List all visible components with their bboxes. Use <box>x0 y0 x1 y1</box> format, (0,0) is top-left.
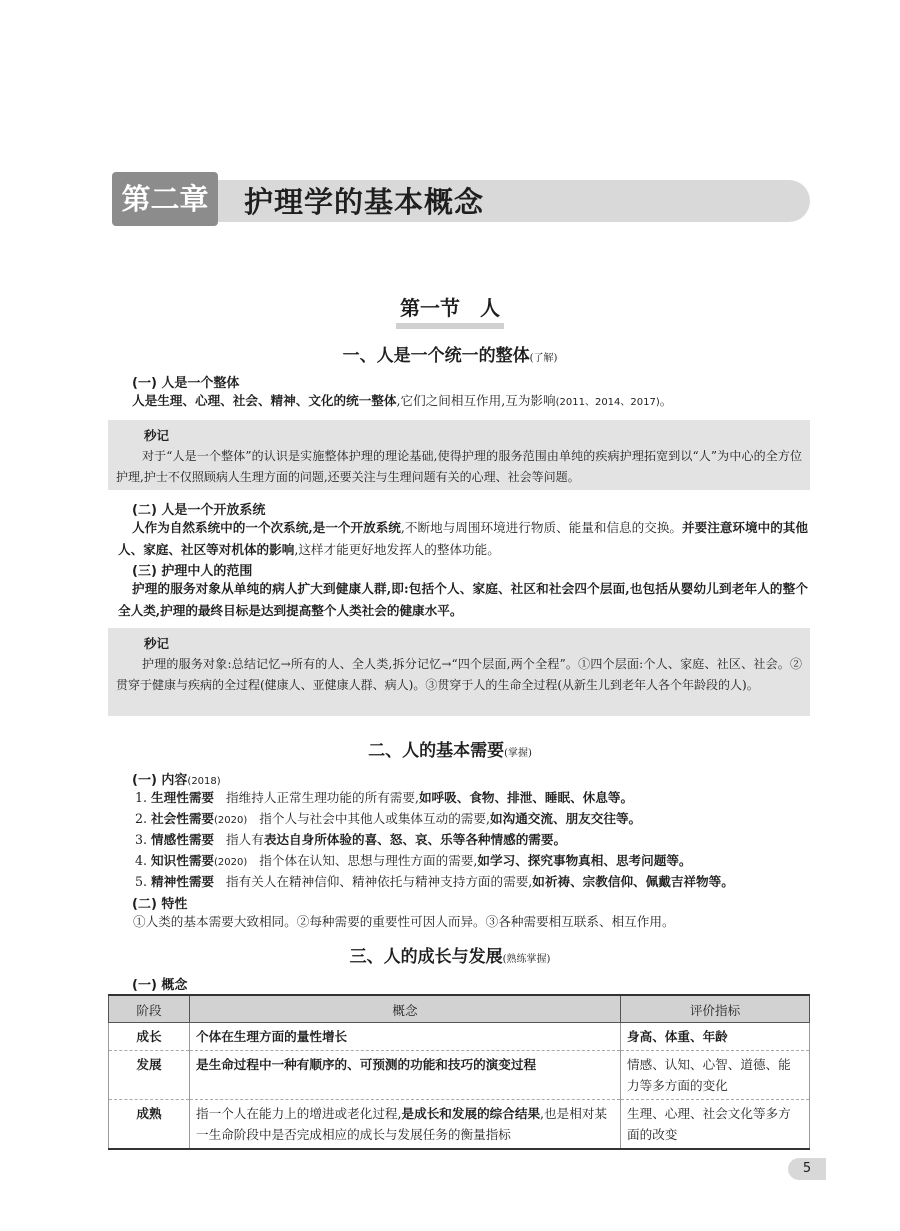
need-desc: 指人有 <box>226 832 264 847</box>
part2-heading <box>0 736 900 761</box>
part1-level: (了解) <box>529 353 558 364</box>
part2-sub1-title <box>132 769 221 788</box>
part2-sub1-label: (一) 内容 <box>132 773 188 788</box>
chapter-title: 护理学的基本概念 <box>244 185 485 219</box>
part3-sub1-title: (一) 概念 <box>132 978 188 993</box>
part1-heading <box>0 341 900 366</box>
memo-text: 对于“人是一个整体”的认识是实施整体护理的理论基础,使得护理的服务范围由单纯的疾病护理拓宽到以“人”为中心的全方位护理,护士不仅照顾病人生理方面的问题,还要关注与生理问题有关的心理、社会等问题。 <box>116 449 802 484</box>
part1-sub1-text <box>118 390 808 414</box>
part3-heading <box>0 942 900 967</box>
memo-label: 秒记 <box>144 428 170 443</box>
page-number: 5 <box>788 1158 826 1180</box>
part1-sub2-t4: ,这样才能更好地发挥人的整体功能。 <box>294 541 500 557</box>
cell-index: 身高、体重、年龄 <box>621 1023 810 1051</box>
need-year: (2020) <box>214 857 248 868</box>
need-term: 精神性需要 <box>151 874 215 889</box>
memo-label: 秒记 <box>144 636 170 651</box>
cell-index: 情感、认知、心智、道德、能力等多方面的变化 <box>621 1051 810 1100</box>
need-desc: 指个体在认知、思想与理性方面的需要, <box>259 853 478 868</box>
memo-box-1 <box>108 420 810 490</box>
cell-concept-part: 指一个人在能力上的增进或老化过程, <box>196 1106 402 1121</box>
part1-sub1-rest: ,它们之间相互作用,互为影响 <box>396 393 556 408</box>
cell-stage: 成长 <box>109 1023 190 1051</box>
need-num: 3. <box>135 832 148 847</box>
memo-box-2 <box>108 628 810 716</box>
part1-sub3-title: (三) 护理中人的范围 <box>132 564 253 579</box>
need-example: 如祈祷、宗教信仰、佩戴吉祥物等。 <box>532 874 734 889</box>
part1-sub2-t2: ,不断地与周围环境进行物质、能量和信息的交换。 <box>400 520 683 535</box>
part2-sub2-text: ①人类的基本需要大致相同。②每种需要的重要性可因人而异。③各种需要相互联系、相互作用。 <box>133 914 675 929</box>
need-num: 1. <box>135 790 148 805</box>
need-item <box>135 851 692 873</box>
need-example: 表达自身所体验的喜、怒、哀、乐等各种情感的需要。 <box>263 832 567 847</box>
cell-index: 生理、心理、社会文化等多方面的改变 <box>621 1100 810 1150</box>
need-desc: 指有关人在精神信仰、精神依托与精神支持方面的需要, <box>226 874 533 889</box>
table-row <box>109 1051 810 1100</box>
part2-sub2-title: (二) 特性 <box>132 897 188 912</box>
chapter-label: 第二章 <box>112 172 218 226</box>
cell-stage: 成熟 <box>109 1100 190 1150</box>
part1-sub1-end: 。 <box>659 393 673 408</box>
need-item <box>135 830 566 852</box>
memo-text: 护理的服务对象:总结记忆→所有的人、全人类,拆分记忆→“四个层面,两个全程”。①四个层面:个人、家庭、社区、社会。②贯穿于健康与疾病的全过程(健康人、亚健康人群、病人)。③贯穿于人的生命全过程(从新生儿到老年人各个年龄段的人)。 <box>116 657 802 692</box>
part1-title: 一、人是一个统一的整体 <box>342 346 530 366</box>
need-item <box>135 872 734 894</box>
col-header-concept: 概念 <box>190 995 621 1023</box>
section-title-text: 第一节 人 <box>396 292 504 329</box>
part1-sub2-t1: 人作为自然系统中的一个次系统,是一个开放系统 <box>132 520 401 535</box>
need-num: 4. <box>135 853 148 868</box>
need-example: 如呼吸、食物、排泄、睡眠、休息等。 <box>418 790 634 805</box>
need-term: 知识性需要 <box>151 853 215 868</box>
part1-sub1-title: (一) 人是一个整体 <box>132 376 240 391</box>
part1-sub1-bold: 人是生理、心理、社会、精神、文化的统一整体 <box>132 393 397 408</box>
part1-sub3-text: 护理的服务对象从单纯的病人扩大到健康人群,即:包括个人、家庭、社区和社会四个层面,也包括从婴幼儿到老年人的整个全人类,护理的最终目标是达到提高整个人类社会的健康水平。 <box>118 581 808 618</box>
cell-stage: 发展 <box>109 1051 190 1100</box>
growth-table <box>108 994 810 1150</box>
cell-concept: 个体在生理方面的量性增长 <box>190 1023 621 1051</box>
cell-concept-part: ,也是相对某一生命阶段中是否完成相应的成长与发展任务的衡量指标 <box>196 1106 608 1142</box>
need-desc: 指维持人正常生理功能的所有需要, <box>226 790 419 805</box>
part3-title: 三、人的成长与发展 <box>349 947 503 967</box>
table-row <box>109 1100 810 1150</box>
cell-concept-bold: 是成长和发展的综合结果 <box>401 1106 541 1121</box>
part1-sub1-years: (2011、2014、2017) <box>555 397 660 408</box>
cell-concept: 是生命过程中一种有顺序的、可预测的功能和技巧的演变过程 <box>190 1051 621 1100</box>
need-term: 生理性需要 <box>151 790 215 805</box>
part1-sub2-t3: 并要注意环境中的其他人、家庭、社区等对机体的影响 <box>118 520 808 557</box>
part2-title: 二、人的基本需要 <box>368 741 505 761</box>
section-title <box>0 292 900 329</box>
table-header-row <box>109 995 810 1023</box>
cell-concept <box>190 1100 621 1150</box>
need-num: 2. <box>135 811 148 826</box>
table-row <box>109 1023 810 1051</box>
part1-sub2-text <box>118 517 808 560</box>
need-desc: 指个人与社会中其他人或集体互动的需要, <box>259 811 490 826</box>
part2-sub1-year: (2018) <box>187 776 221 787</box>
need-item <box>135 809 641 831</box>
need-year: (2020) <box>214 815 248 826</box>
need-term: 情感性需要 <box>151 832 215 847</box>
need-example: 如学习、探究事物真相、思考问题等。 <box>477 853 692 868</box>
part3-level: (熟练掌握) <box>502 954 551 965</box>
need-term: 社会性需要 <box>151 811 215 826</box>
need-example: 如沟通交流、朋友交往等。 <box>490 811 642 826</box>
part1-sub2-title: (二) 人是一个开放系统 <box>132 503 266 518</box>
part2-level: (掌握) <box>504 748 532 759</box>
col-header-stage: 阶段 <box>109 995 190 1023</box>
need-item <box>135 788 633 810</box>
need-num: 5. <box>135 874 148 889</box>
col-header-index: 评价指标 <box>621 995 810 1023</box>
